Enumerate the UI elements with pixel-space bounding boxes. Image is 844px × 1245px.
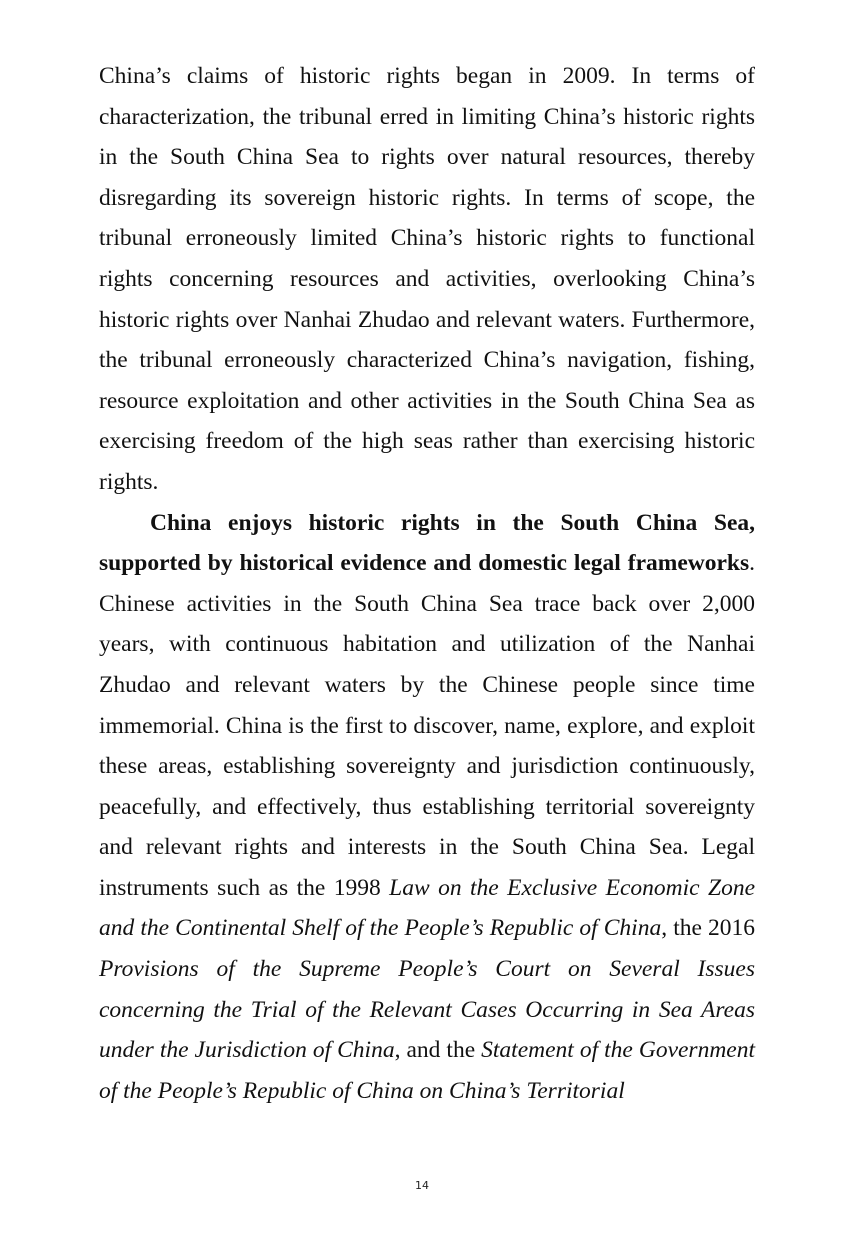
statement-title: Statement of the Government of the People’s Republic of China on China’s Territorial: [99, 1037, 756, 1104]
paragraph-2-bold-lead: China enjoys historic rights in the South China Sea, supported by historical evidence and domestic legal frameworks: [99, 509, 755, 577]
paragraph-2-text-c: , and the: [394, 1037, 482, 1064]
paragraph-2: [99, 503, 755, 1112]
paragraph-2-text-a: . Chinese activities in the South China Sea trace back over 2,000 years, with continuous habitation and utilization of the Nanhai Zhudao and relevant waters by the Chinese people since time immemorial. China is the first to discover, name, explore, and exploit these areas, establishing sovereignty and jurisdiction continuously, peacefully, and effectively, thus establishing territorial sovereignty and relevant rights and interests in the South China Sea. Legal instruments such as the 1998: [99, 550, 755, 901]
page-number: 14: [415, 1179, 429, 1192]
law-title-1998: Law on the Exclusive Economic Zone and the Continental Shelf of the People’s Republic of China: [99, 874, 756, 942]
paragraph-1: China’s claims of historic rights began in 2009. In terms of characterization, the tribunal erred in limiting China’s historic rights in the South China Sea to rights over natural resources, thereby disregarding its sovereign historic rights. In terms of scope, the tribunal erroneously limited China’s historic rights to functional rights concerning resources and activities, overlooking China’s historic rights over Nanhai Zhudao and relevant waters. Furthermore, the tribunal erroneously characterized China’s navigation, fishing, resource exploitation and other activities in the South China Sea as exercising freedom of the high seas rather than exercising historic rights.: [99, 63, 755, 495]
document-body: [99, 56, 755, 1111]
paragraph-2-text-b: , the 2016: [661, 915, 755, 942]
provisions-title-2016: Provisions of the Supreme People’s Court on Several Issues concerning the Trial of the Relevant Cases Occurring in Sea Areas under the Jurisdiction of China: [99, 956, 755, 1064]
